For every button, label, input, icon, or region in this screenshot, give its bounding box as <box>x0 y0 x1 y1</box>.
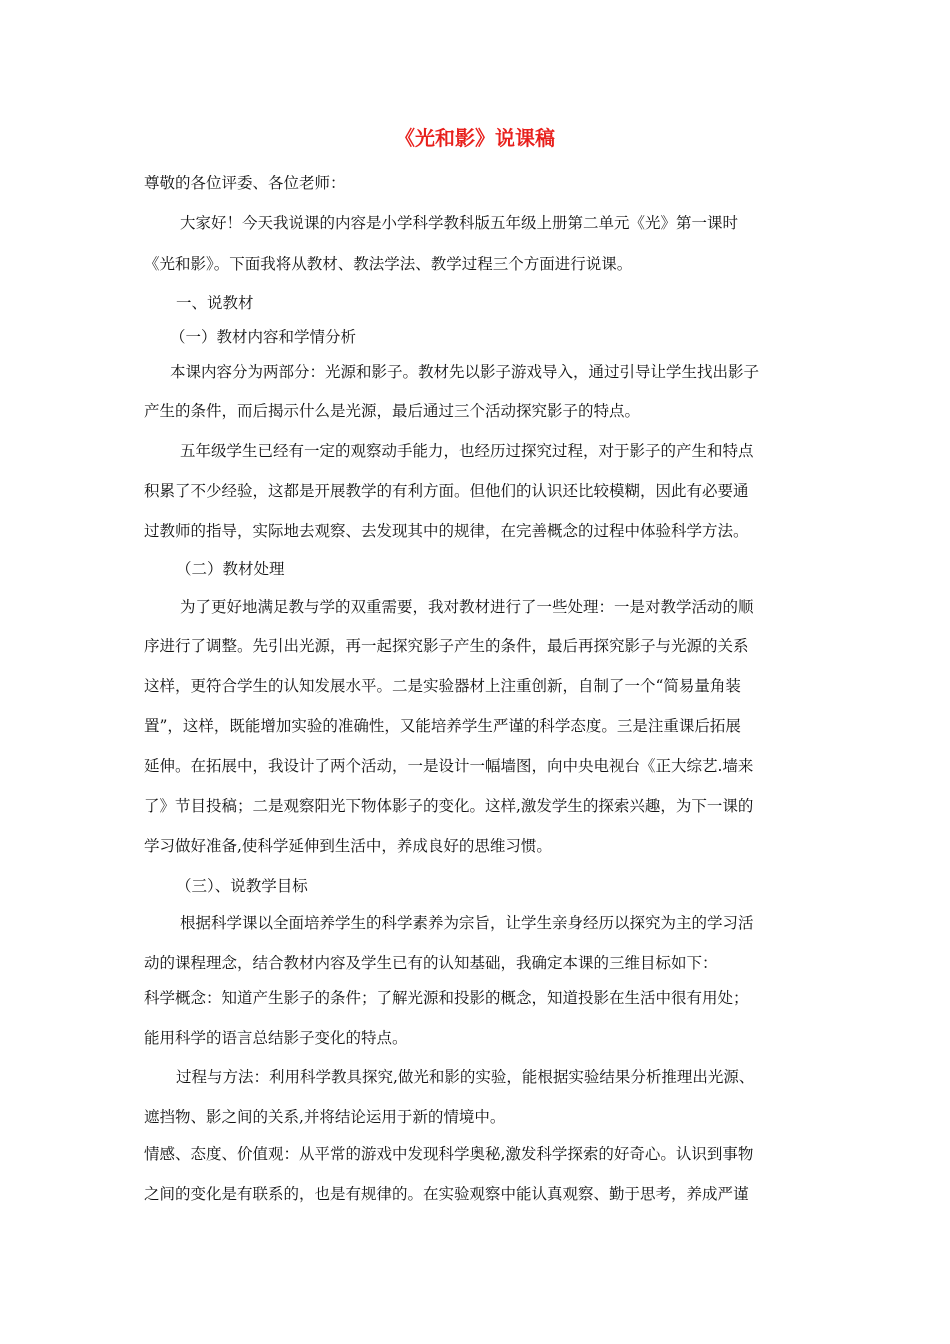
text-line: 遮挡物、影之间的关系,并将结论运用于新的情境中。 <box>144 1108 506 1126</box>
text-line: 延伸。在拓展中，我设计了两个活动，一是设计一幅墙图，向中央电视台《正大综艺.墙来 <box>144 757 754 775</box>
text-line-salutation: 尊敬的各位评委、各位老师： <box>144 174 346 192</box>
text-line: 之间的变化是有联系的，也是有规律的。在实验观察中能认真观察、勤于思考，养成严谨 <box>144 1185 749 1203</box>
text-line: 为了更好地满足教与学的双重需要，我对教材进行了一些处理：一是对教学活动的顺 <box>180 598 754 616</box>
text-line: 《光和影》。下面我将从教材、教法学法、教学过程三个方面进行说课。 <box>144 255 633 273</box>
text-line: 学习做好准备,使科学延伸到生活中，养成良好的思维习惯。 <box>144 837 552 855</box>
text-line: 根据科学课以全面培养学生的科学素养为宗旨，让学生亲身经历以探究为主的学习活 <box>180 914 754 932</box>
text-line: 序进行了调整。先引出光源，再一起探究影子产生的条件，最后再探究影子与光源的关系 <box>144 637 749 655</box>
subsection-heading: （一）教材内容和学情分析 <box>170 328 357 346</box>
section-heading: 一、说教材 <box>176 294 254 312</box>
text-line: 过教师的指导，实际地去观察、去发现其中的规律，在完善概念的过程中体验科学方法。 <box>144 522 749 540</box>
subsection-heading: （三）、说教学目标 <box>176 877 308 895</box>
text-line: 能用科学的语言总结影子变化的特点。 <box>144 1029 408 1047</box>
text-line: 产生的条件，而后揭示什么是光源，最后通过三个活动探究影子的特点。 <box>144 402 641 420</box>
subsection-heading: （二）教材处理 <box>176 560 285 578</box>
text-line: 大家好！今天我说课的内容是小学科学教科版五年级上册第二单元《光》第一课时 <box>180 214 739 232</box>
text-line: 这样，更符合学生的认知发展水平。二是实验器材上注重创新，自制了一个“简易量角装 <box>144 677 741 695</box>
text-line: 动的课程理念，结合教材内容及学生已有的认知基础，我确定本课的三维目标如下： <box>144 954 718 972</box>
document-title: 《光和影》说课稿 <box>395 126 555 150</box>
text-line: 五年级学生已经有一定的观察动手能力，也经历过探究过程，对于影子的产生和特点 <box>180 442 754 460</box>
text-line: 过程与方法：利用科学教具探究,做光和影的实验，能根据实验结果分析推理出光源、 <box>176 1068 755 1086</box>
text-line: 了》节目投稿；二是观察阳光下物体影子的变化。这样,激发学生的探索兴趣，为下一课的 <box>144 797 754 815</box>
text-line: 积累了不少经验，这都是开展教学的有利方面。但他们的认识还比较模糊，因此有必要通 <box>144 482 749 500</box>
text-line: 置”，这样，既能增加实验的准确性，又能培养学生严谨的科学态度。三是注重课后拓展 <box>144 717 741 735</box>
text-line: 本课内容分为两部分：光源和影子。教材先以影子游戏导入，通过引导让学生找出影子 <box>170 363 760 381</box>
text-line: 科学概念：知道产生影子的条件；了解光源和投影的概念，知道投影在生活中很有用处； <box>144 989 749 1007</box>
text-line: 情感、态度、价值观：从平常的游戏中发现科学奥秘,激发科学探索的好奇心。认识到事物 <box>144 1145 754 1163</box>
